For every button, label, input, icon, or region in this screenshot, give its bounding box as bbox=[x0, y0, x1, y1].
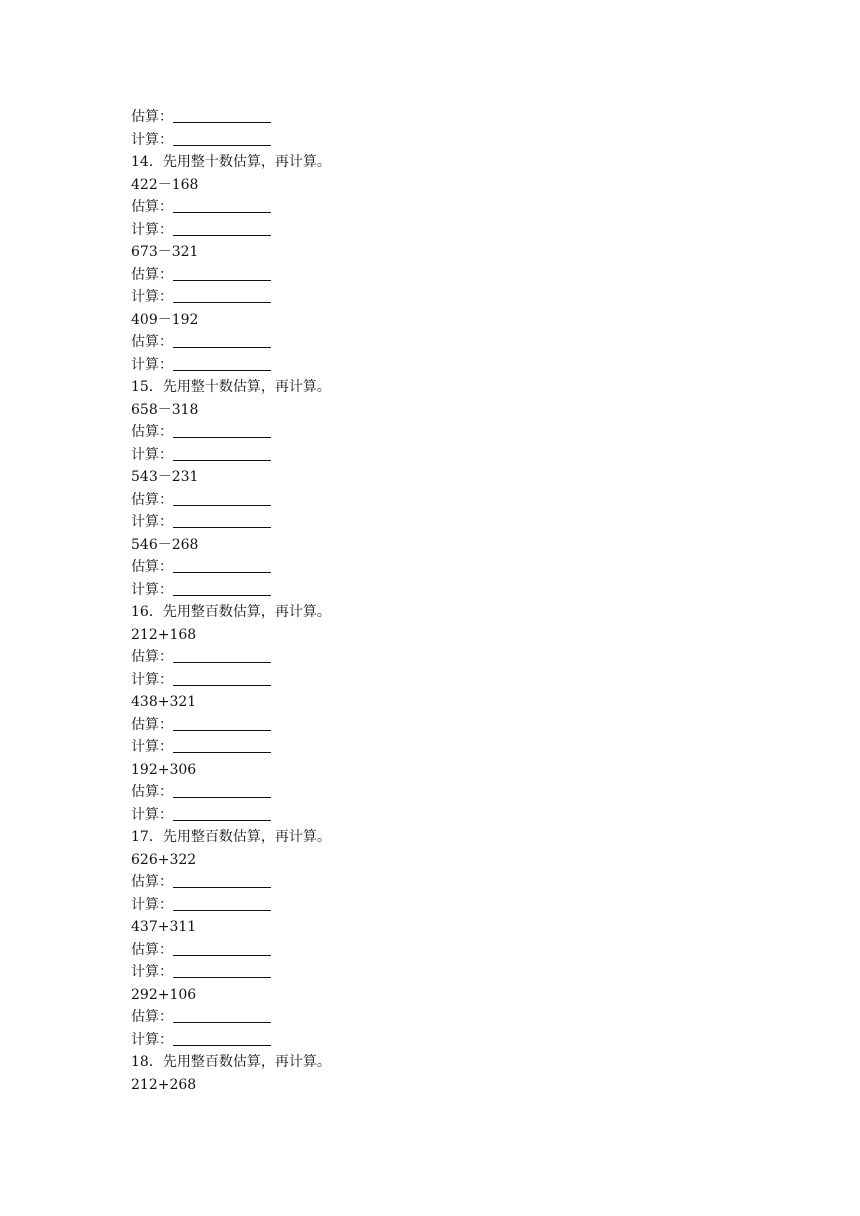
estimate-answer-blank[interactable] bbox=[173, 873, 271, 888]
compute-answer-blank[interactable] bbox=[173, 1031, 271, 1046]
compute-answer-blank[interactable] bbox=[173, 896, 271, 911]
problem-expression: 437+311 bbox=[131, 919, 197, 935]
problem-expression: 626+322 bbox=[131, 851, 197, 868]
compute-answer-line bbox=[131, 129, 731, 152]
compute-label: 计算： bbox=[131, 221, 173, 238]
estimate-label: 估算： bbox=[131, 784, 173, 800]
compute-answer-blank[interactable] bbox=[173, 131, 271, 146]
estimate-answer-line bbox=[131, 331, 731, 354]
estimate-label: 估算： bbox=[131, 649, 173, 665]
compute-label: 计算： bbox=[131, 739, 173, 755]
compute-label: 计算： bbox=[131, 671, 173, 688]
estimate-answer-blank[interactable] bbox=[173, 1008, 271, 1023]
estimate-label: 估算： bbox=[131, 266, 173, 283]
estimate-label: 估算： bbox=[131, 491, 173, 508]
compute-answer-blank[interactable] bbox=[173, 513, 271, 528]
compute-label: 计算： bbox=[131, 581, 173, 598]
estimate-label: 估算： bbox=[131, 334, 173, 350]
problem-expression: 543－231 bbox=[131, 469, 199, 485]
compute-label: 计算： bbox=[131, 896, 173, 913]
question-title: 16．先用整百数估算，再计算。 bbox=[131, 604, 331, 620]
estimate-label: 估算： bbox=[131, 716, 173, 733]
estimate-answer-line bbox=[131, 196, 731, 219]
estimate-answer-blank[interactable] bbox=[173, 198, 271, 213]
compute-answer-blank[interactable] bbox=[173, 446, 271, 461]
compute-answer-blank[interactable] bbox=[173, 671, 271, 686]
problem-expression: 438+321 bbox=[131, 694, 197, 710]
compute-answer-line bbox=[131, 511, 731, 534]
estimate-answer-blank[interactable] bbox=[173, 333, 271, 348]
estimate-answer-blank[interactable] bbox=[173, 783, 271, 798]
estimate-answer-line bbox=[131, 556, 731, 579]
compute-answer-blank[interactable] bbox=[173, 221, 271, 236]
worksheet bbox=[131, 106, 731, 1096]
estimate-answer-blank[interactable] bbox=[173, 941, 271, 956]
question-title: 15．先用整十数估算，再计算。 bbox=[131, 379, 331, 395]
estimate-label: 估算： bbox=[131, 874, 173, 890]
compute-answer-line bbox=[131, 579, 731, 602]
estimate-answer-line bbox=[131, 871, 731, 894]
problem-expression: 212+168 bbox=[131, 626, 197, 643]
compute-answer-line bbox=[131, 961, 731, 984]
compute-answer-line bbox=[131, 219, 731, 242]
estimate-answer-line bbox=[131, 106, 731, 129]
estimate-label: 估算： bbox=[131, 941, 173, 958]
estimate-answer-blank[interactable] bbox=[173, 648, 271, 663]
estimate-answer-blank[interactable] bbox=[173, 423, 271, 438]
compute-answer-blank[interactable] bbox=[173, 356, 271, 371]
estimate-answer-line bbox=[131, 1006, 731, 1029]
compute-label: 计算： bbox=[131, 356, 173, 373]
estimate-label: 估算： bbox=[131, 559, 173, 575]
problem-expression: 422－168 bbox=[131, 176, 199, 193]
estimate-answer-blank[interactable] bbox=[173, 558, 271, 573]
compute-answer-line bbox=[131, 804, 731, 827]
estimate-answer-blank[interactable] bbox=[173, 266, 271, 281]
compute-label: 计算： bbox=[131, 289, 173, 305]
problem-expression: 409－192 bbox=[131, 311, 199, 328]
estimate-answer-line bbox=[131, 264, 731, 287]
estimate-answer-line bbox=[131, 714, 731, 737]
estimate-label: 估算： bbox=[131, 1009, 173, 1025]
question-title: 17．先用整百数估算，再计算。 bbox=[131, 829, 331, 845]
estimate-answer-line bbox=[131, 939, 731, 962]
question-title: 14．先用整十数估算，再计算。 bbox=[131, 154, 331, 170]
compute-label: 计算： bbox=[131, 514, 173, 530]
problem-expression: 658－318 bbox=[131, 401, 199, 418]
estimate-answer-line bbox=[131, 646, 731, 669]
compute-label: 计算： bbox=[131, 1031, 173, 1048]
compute-answer-line bbox=[131, 736, 731, 759]
compute-answer-blank[interactable] bbox=[173, 288, 271, 303]
compute-answer-line bbox=[131, 669, 731, 692]
estimate-answer-line bbox=[131, 489, 731, 512]
compute-answer-blank[interactable] bbox=[173, 963, 271, 978]
estimate-answer-line bbox=[131, 421, 731, 444]
compute-answer-blank[interactable] bbox=[173, 581, 271, 596]
question-title: 18．先用整百数估算，再计算。 bbox=[131, 1054, 331, 1070]
problem-expression: 292+106 bbox=[131, 986, 197, 1003]
problem-expression: 673－321 bbox=[131, 244, 199, 260]
estimate-label: 估算： bbox=[131, 109, 173, 125]
compute-answer-line bbox=[131, 354, 731, 377]
estimate-answer-blank[interactable] bbox=[173, 716, 271, 731]
problem-expression: 546－268 bbox=[131, 536, 199, 553]
estimate-label: 估算： bbox=[131, 199, 173, 215]
compute-answer-line bbox=[131, 1029, 731, 1052]
compute-label: 计算： bbox=[131, 446, 173, 463]
compute-answer-blank[interactable] bbox=[173, 806, 271, 821]
problem-expression: 212+268 bbox=[131, 1076, 197, 1093]
problem-expression: 192+306 bbox=[131, 761, 197, 778]
estimate-label: 估算： bbox=[131, 424, 173, 440]
estimate-answer-line bbox=[131, 781, 731, 804]
compute-label: 计算： bbox=[131, 964, 173, 980]
compute-answer-line bbox=[131, 444, 731, 467]
estimate-answer-blank[interactable] bbox=[173, 108, 271, 123]
compute-label: 计算： bbox=[131, 806, 173, 823]
estimate-answer-blank[interactable] bbox=[173, 491, 271, 506]
compute-answer-line bbox=[131, 286, 731, 309]
compute-answer-line bbox=[131, 894, 731, 917]
compute-label: 计算： bbox=[131, 131, 173, 148]
compute-answer-blank[interactable] bbox=[173, 738, 271, 753]
